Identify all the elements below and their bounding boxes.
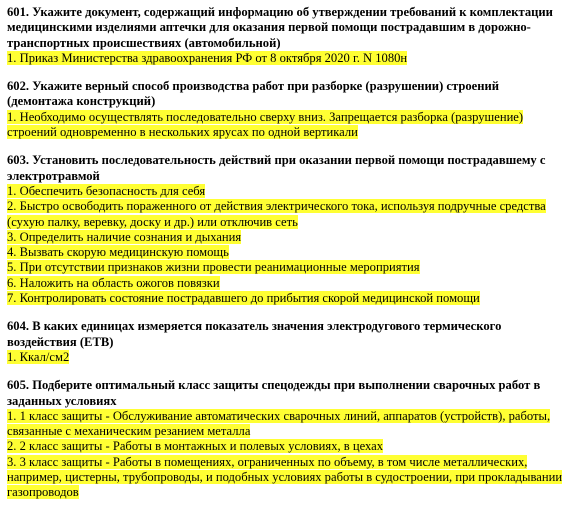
answer-item	[7, 199, 568, 230]
answer-list	[7, 350, 568, 365]
answer-item	[7, 409, 568, 440]
answer-text: 6. Наложить на область ожогов повязки	[7, 275, 220, 290]
spacer	[7, 365, 568, 378]
answer-text: 2. 2 класс защиты - Работы в монтажных и полевых условиях, в цехах	[7, 439, 384, 454]
question-title: 602. Укажите верный способ производства работ при разборке (разрушении) строений (демонтажа конструкций)	[7, 79, 499, 109]
answer-list	[7, 409, 568, 501]
spacer	[7, 140, 568, 153]
question-title: 601. Укажите документ, содержащий информацию об утверждении требований к комплектации медицинскими изделиями аптечки для оказания первой помощи пострадавшим в дорожно-транспортных происшествиях (автомобильной)	[7, 5, 553, 50]
answer-list	[7, 51, 568, 66]
question-604	[7, 319, 568, 365]
answer-text: 1. Обеспечить безопасность для себя	[7, 183, 206, 198]
question-603	[7, 153, 568, 306]
spacer	[7, 306, 568, 319]
answer-item	[7, 455, 568, 501]
answer-list	[7, 110, 568, 141]
answer-item	[7, 230, 568, 245]
answer-item	[7, 350, 568, 365]
answer-text: 5. При отсутствии признаков жизни провести реанимационные мероприятия	[7, 260, 420, 275]
answer-item	[7, 184, 568, 199]
question-title: 604. В каких единицах измеряется показатель значения электродугового термического воздействия (ЕТВ)	[7, 319, 502, 349]
answer-item	[7, 276, 568, 291]
answer-item	[7, 260, 568, 275]
answer-item	[7, 439, 568, 454]
answer-text: 3. Определить наличие сознания и дыхания	[7, 229, 242, 244]
answer-list	[7, 184, 568, 306]
question-602	[7, 79, 568, 140]
question-605	[7, 378, 568, 500]
answer-text: 1. Необходимо осуществлять последовательно сверху вниз. Запрещается разборка (разрушение) строений одновременно в нескольких ярусах по одной вертикали	[7, 109, 524, 140]
answer-item	[7, 51, 568, 66]
answer-item	[7, 291, 568, 306]
answer-text: 1. Приказ Министерства здравоохранения РФ от 8 октября 2020 г. N 1080н	[7, 50, 408, 65]
question-601	[7, 5, 568, 66]
answer-text: 2. Быстро освободить пораженного от действия электрического тока, используя подручные средства (сухую палку, веревку, доску и др.) или отключив сеть	[7, 199, 546, 229]
answer-text: 4. Вызвать скорую медицинскую помощь	[7, 245, 229, 260]
question-title: 605. Подберите оптимальный класс защиты спецодежды при выполнении сварочных работ в заданных условиях	[7, 378, 541, 408]
answer-item	[7, 110, 568, 141]
answer-text: 7. Контролировать состояние пострадавшего до прибытия скорой медицинской помощи	[7, 291, 480, 306]
answer-text: 3. 3 класс защиты - Работы в помещениях, ограниченных по объему, в том числе металлических, например, цистерны, трубопроводы, и подобных условиях работы в судостроении, при прокладывании газопроводов	[7, 454, 563, 500]
spacer	[7, 66, 568, 79]
answer-item	[7, 245, 568, 260]
answer-text: 1. 1 класс защиты - Обслуживание автоматических сварочных линий, аппаратов (устройств), работы, связанные с механическим резанием металла	[7, 408, 551, 439]
answer-text: 1. Ккал/см2	[7, 349, 70, 364]
question-title: 603. Установить последовательность действий при оказании первой помощи пострадавшему с электротравмой	[7, 153, 546, 183]
